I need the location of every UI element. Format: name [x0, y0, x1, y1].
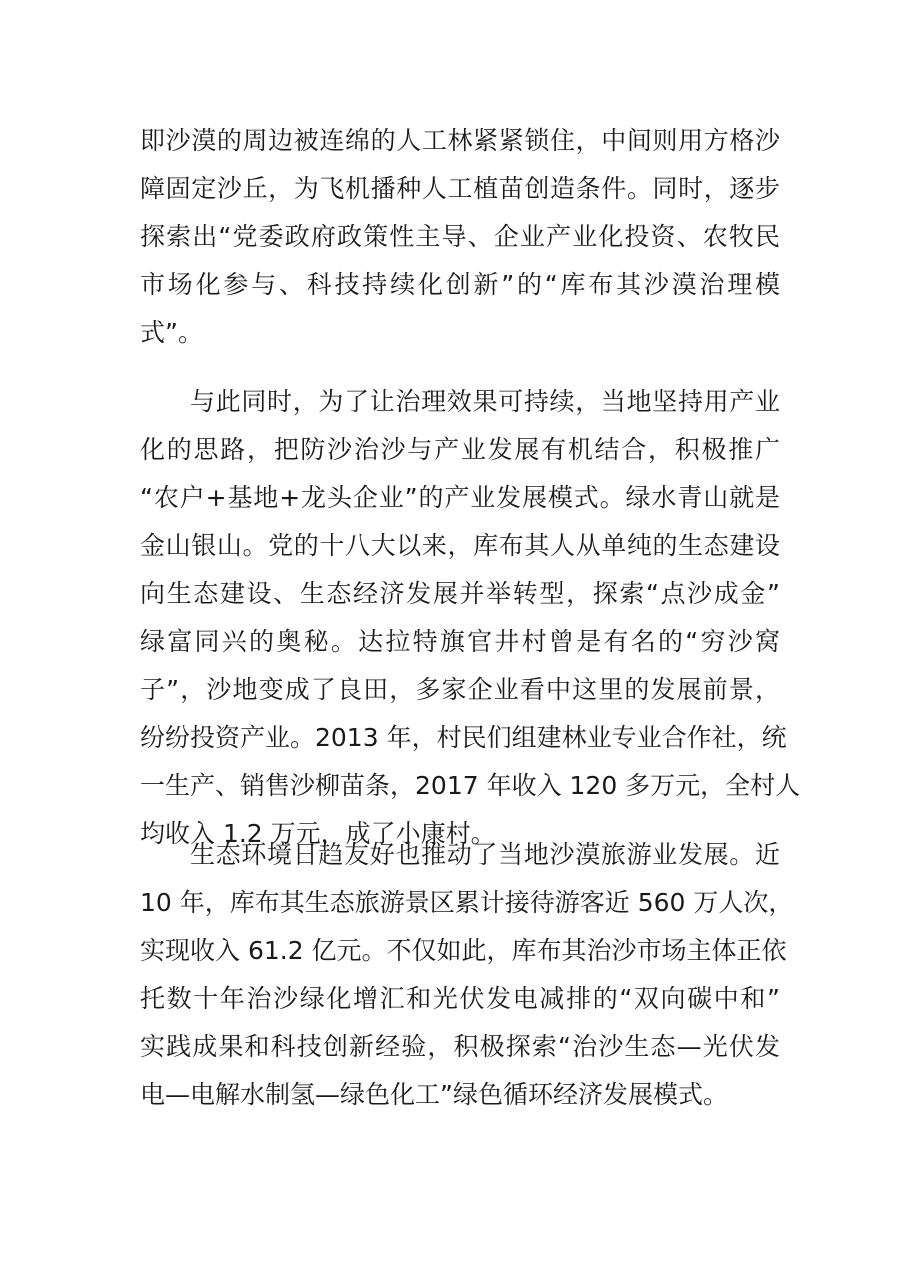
paragraph-2 [140, 378, 801, 858]
text-line: 均收入 1.2 万元，成了小康村。 [140, 819, 496, 848]
text-line: 与此同时，为了让治理效果可持续，当地坚持用产业 [190, 387, 780, 416]
text-line: 金山银山。党的十八大以来，库布其人从单纯的生态建设 [140, 531, 780, 560]
text-line: 市场化参与、科技持续化创新”的“库布其沙漠治理模 [140, 270, 780, 299]
text-line: 向生态建设、生态经济发展并举转型，探索“点沙成金” [140, 579, 780, 608]
text-line: 托数十年治沙绿化增汇和光伏发电减排的“双向碳中和” [140, 984, 780, 1013]
text-line: 生态环境日趋友好也推动了当地沙漠旅游业发展。近 [190, 840, 780, 869]
paragraph-3 [140, 831, 794, 1119]
text-line: 实现收入 61.2 亿元。不仅如此，库布其治沙市场主体正依 [140, 936, 787, 965]
text-line: “农户+基地+龙头企业”的产业发展模式。绿水青山就是 [140, 483, 780, 512]
text-line: 纷纷投资产业。2013 年，村民们组建林业专业合作社，统 [140, 723, 787, 752]
text-line: 绿富同兴的奥秘。达拉特旗官井村曾是有名的“穷沙窝 [140, 627, 780, 656]
text-line: 探索出“党委政府政策性主导、企业产业化投资、农牧民 [140, 222, 780, 251]
text-line: 实践成果和科技创新经验，积极探索“治沙生态—光伏发 [140, 1032, 780, 1061]
text-line: 式”。 [140, 318, 203, 347]
paragraph-1 [140, 117, 780, 357]
text-line: 化的思路，把防沙治沙与产业发展有机结合，积极推广 [140, 435, 780, 464]
text-line: 一生产、销售沙柳苗条，2017 年收入 120 多万元，全村人 [140, 771, 801, 800]
text-line: 障固定沙丘，为飞机播种人工植苗创造条件。同时，逐步 [140, 174, 780, 203]
text-line: 10 年，库布其生态旅游景区累计接待游客近 560 万人次， [140, 888, 794, 917]
text-line: 子”，沙地变成了良田，多家企业看中这里的发展前景， [140, 675, 780, 704]
text-line: 即沙漠的周边被连绵的人工林紧紧锁住，中间则用方格沙 [140, 126, 780, 155]
text-line: 电—电解水制氢—绿色化工”绿色循环经济发展模式。 [140, 1080, 728, 1109]
